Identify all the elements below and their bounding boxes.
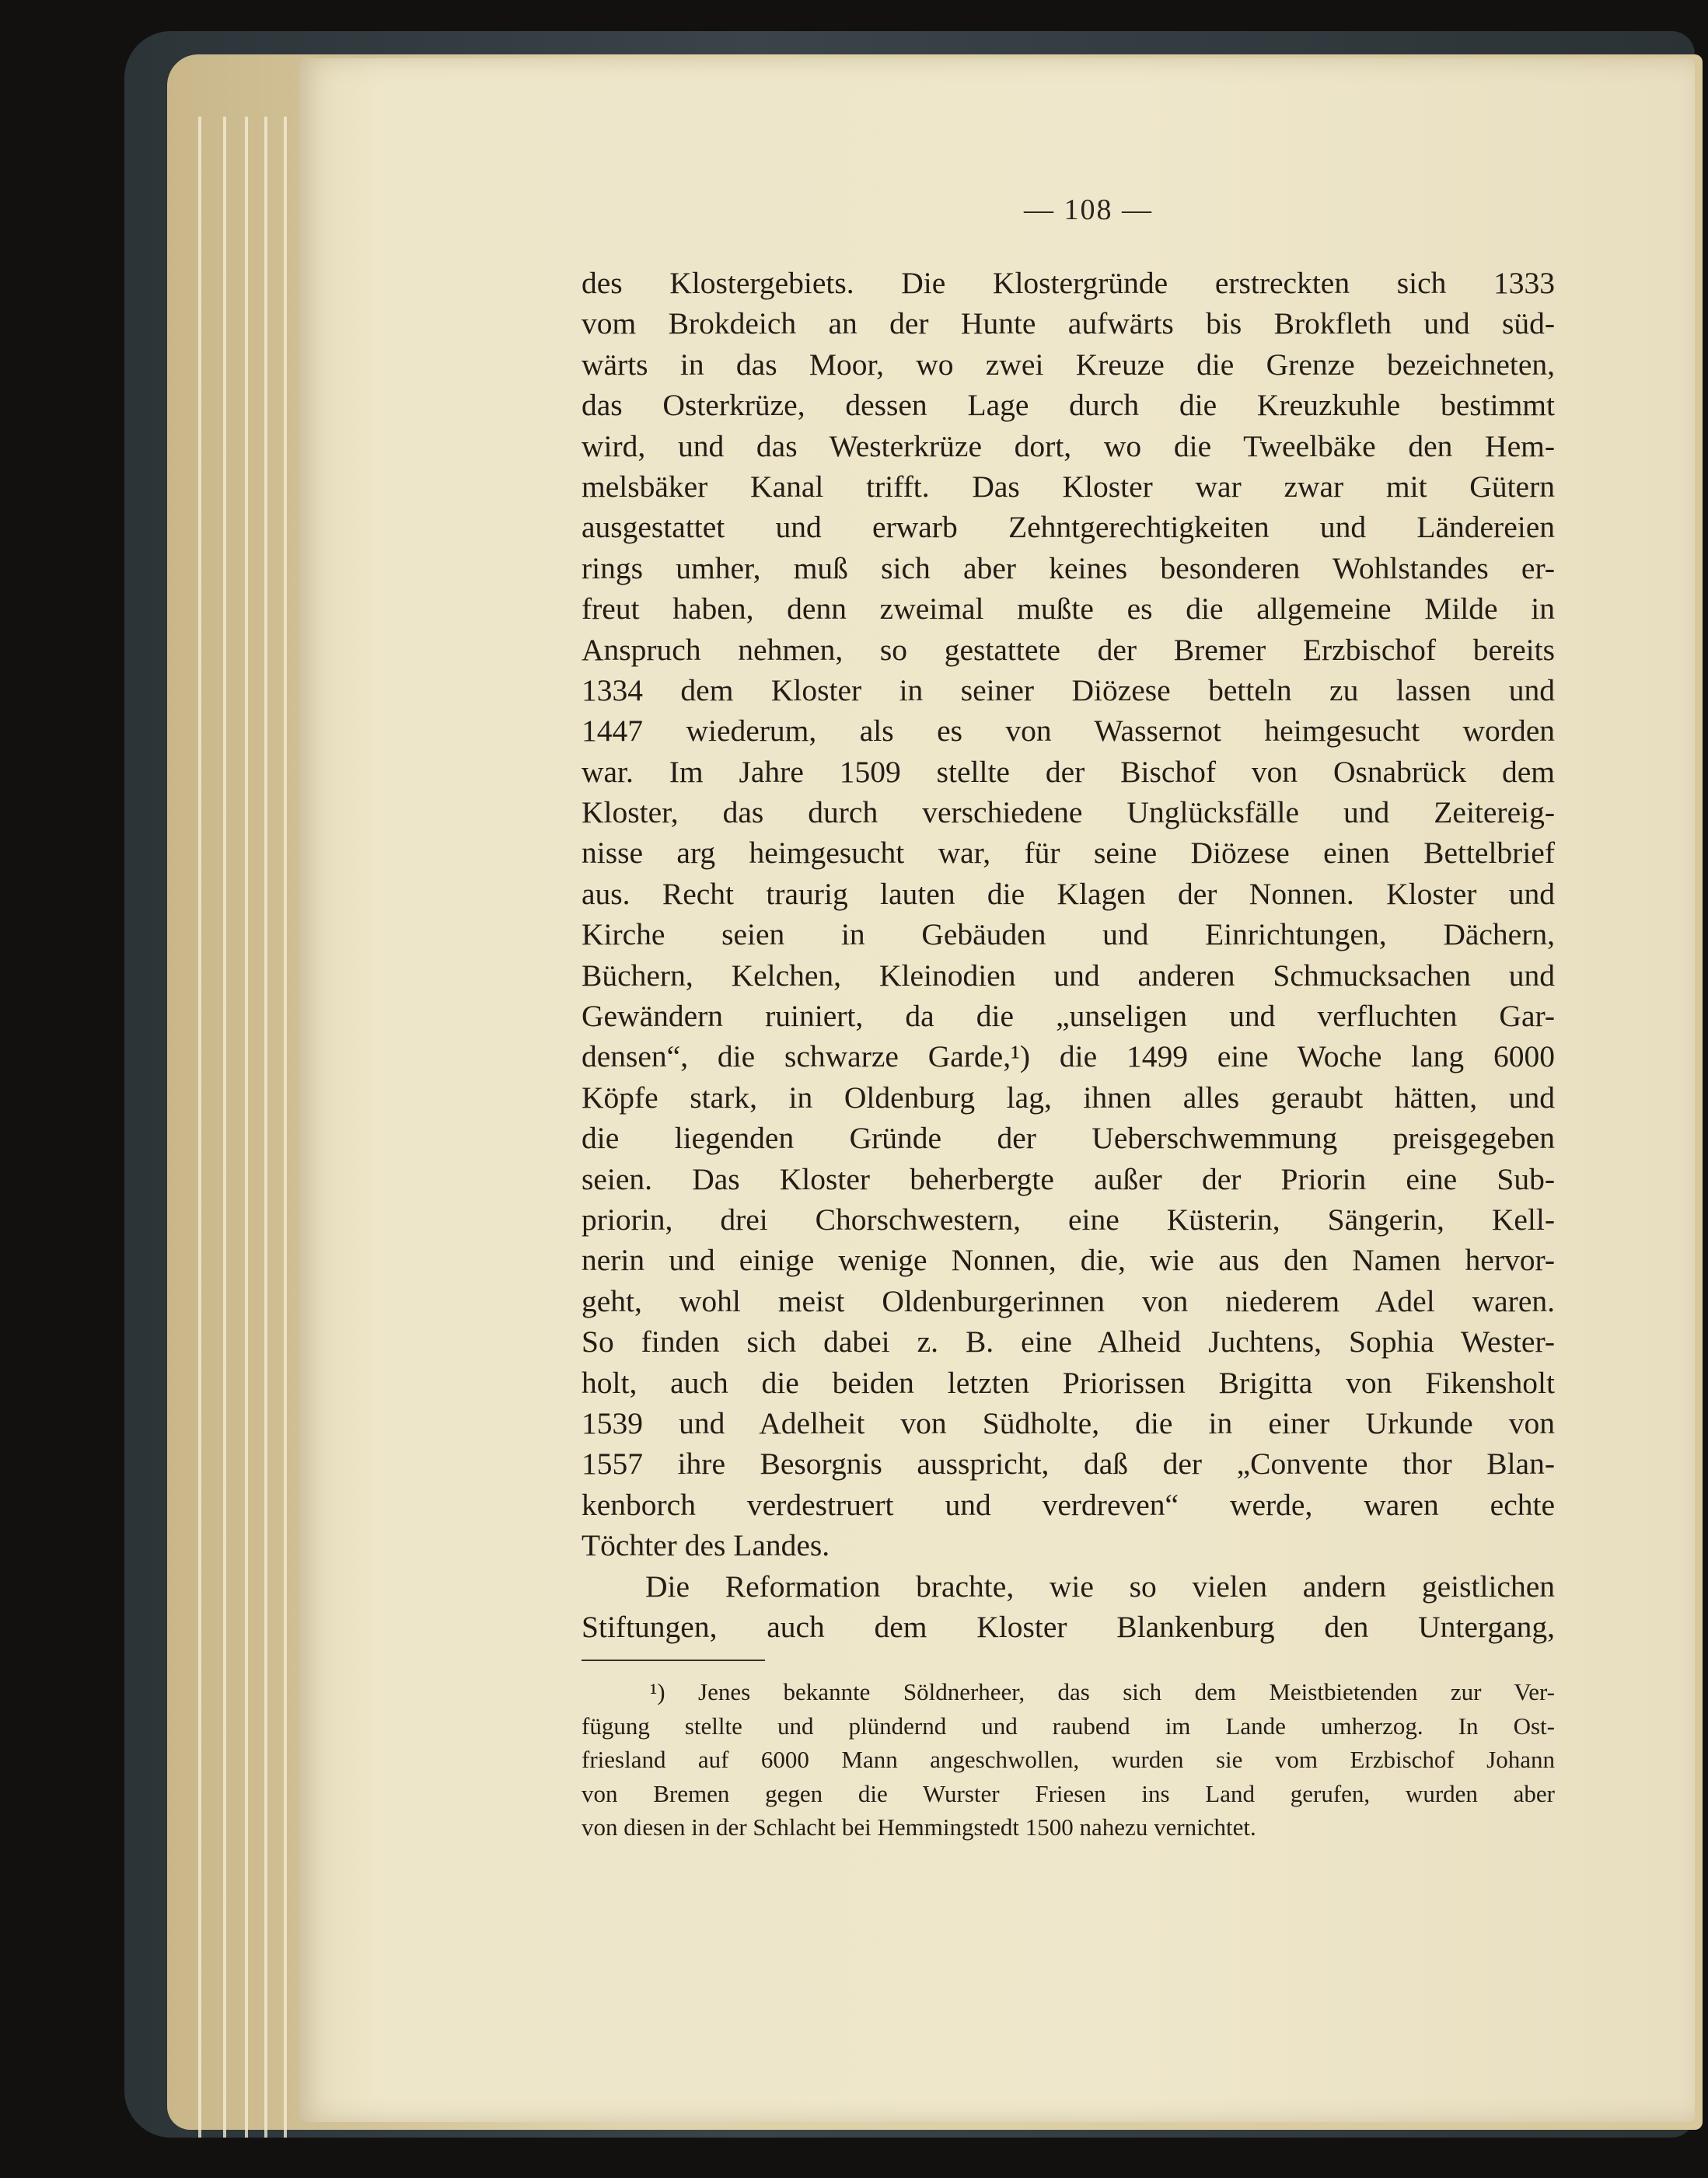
footnote <box>582 1675 1555 1845</box>
text-line: die liegenden Gründe der Ueberschwemmung preisgegeben <box>582 1121 1555 1156</box>
text-line: rings umher, muß sich aber keines besonderen Wohlstandes er- <box>582 550 1555 585</box>
text-line: des Klostergebiets. Die Klostergründe erstreckten sich 1333 <box>582 266 1555 300</box>
footnote-line: ¹) Jenes bekannte Söldnerheer, das sich dem Meistbietenden zur Ver- <box>650 1678 1555 1705</box>
text-line: melsbäker Kanal trifft. Das Kloster war zwar mit Gütern <box>582 469 1555 504</box>
text-line: priorin, drei Chorschwestern, eine Küsterin, Sängerin, Kell- <box>582 1202 1555 1237</box>
text-line: aus. Recht traurig lauten die Klagen der Nonnen. Kloster und <box>582 876 1555 911</box>
text-line: wird, und das Westerkrüze dort, wo die Tweelbäke den Hem- <box>582 428 1555 463</box>
text-line: ausgestattet und erwarb Zehntgerechtigkeiten und Ländereien <box>582 510 1555 545</box>
text-line: densen“, die schwarze Garde,¹) die 1499 eine Woche lang 6000 <box>582 1039 1555 1074</box>
text-line: Kloster, das durch verschiedene Unglücksfälle und Zeitereig- <box>582 795 1555 830</box>
text-line: nisse arg heimgesucht war, für seine Diözese einen Bettelbrief <box>582 836 1555 871</box>
text-line: 1557 ihre Besorgnis ausspricht, daß der „Convente thor Blan- <box>582 1447 1555 1482</box>
text-line: wärts in das Moor, wo zwei Kreuze die Grenze bezeichneten, <box>582 347 1555 382</box>
text-line: 1539 und Adelheit von Südholte, die in einer Urkunde von <box>582 1405 1555 1440</box>
body-text <box>582 263 1555 1647</box>
text-line: Büchern, Kelchen, Kleinodien und anderen Schmucksachen und <box>582 958 1555 993</box>
text-line: Gewändern ruiniert, da die „unseligen und verfluchten Gar- <box>582 999 1555 1034</box>
footnote-divider <box>582 1660 765 1661</box>
page-edge <box>245 117 248 2138</box>
text-line: 1447 wiederum, als es von Wassernot heimgesucht worden <box>582 714 1555 749</box>
footnote-line: von diesen in der Schlacht bei Hemmingstedt 1500 nahezu vernichtet. <box>582 1813 1256 1841</box>
text-line: vom Brokdeich an der Hunte aufwärts bis Brokfleth und süd- <box>582 306 1555 341</box>
text-line: geht, wohl meist Oldenburgerinnen von niederem Adel waren. <box>582 1283 1555 1318</box>
text-line: Die Reformation brachte, wie so vielen andern geistlichen <box>645 1569 1555 1604</box>
text-line: kenborch verdestruert und verdreven“ werde, waren echte <box>582 1487 1555 1522</box>
footnote-line: fügung stellte und plündernd und raubend im Lande umherzog. In Ost- <box>582 1712 1555 1740</box>
text-line: So finden sich dabei z. B. eine Alheid Juchtens, Sophia Wester- <box>582 1325 1555 1360</box>
text-line: das Osterkrüze, dessen Lage durch die Kreuzkuhle bestimmt <box>582 388 1555 423</box>
text-line: holt, auch die beiden letzten Priorissen Brigitta von Fikensholt <box>582 1365 1555 1400</box>
page-edge <box>223 117 226 2138</box>
text-line: Köpfe stark, in Oldenburg lag, ihnen alles geraubt hätten, und <box>582 1080 1555 1115</box>
text-line: Stiftungen, auch dem Kloster Blankenburg den Untergang, <box>582 1609 1555 1644</box>
text-line: seien. Das Kloster beherbergte außer der Priorin eine Sub- <box>582 1161 1555 1196</box>
page-number: — 108 — <box>1024 194 1153 226</box>
text-line: 1334 dem Kloster in seiner Diözese betteln zu lassen und <box>582 672 1555 707</box>
text-line: Anspruch nehmen, so gestattete der Bremer Erzbischof bereits <box>582 632 1555 667</box>
page-edge <box>284 117 287 2138</box>
text-line: freut haben, denn zweimal mußte es die allgemeine Milde in <box>582 592 1555 627</box>
footnote-line: friesland auf 6000 Mann angeschwollen, wurden sie vom Erzbischof Johann <box>582 1746 1555 1774</box>
footnote-line: von Bremen gegen die Wurster Friesen ins Land gerufen, wurden aber <box>582 1779 1555 1807</box>
page-edge <box>198 117 201 2138</box>
text-line: Kirche seien in Gebäuden und Einrichtungen, Dächern, <box>582 917 1555 952</box>
text-line: nerin und einige wenige Nonnen, die, wie aus den Namen hervor- <box>582 1243 1555 1278</box>
page-edge <box>264 117 267 2138</box>
text-line: Töchter des Landes. <box>582 1528 830 1563</box>
text-line: war. Im Jahre 1509 stellte der Bischof von Osnabrück dem <box>582 754 1555 789</box>
